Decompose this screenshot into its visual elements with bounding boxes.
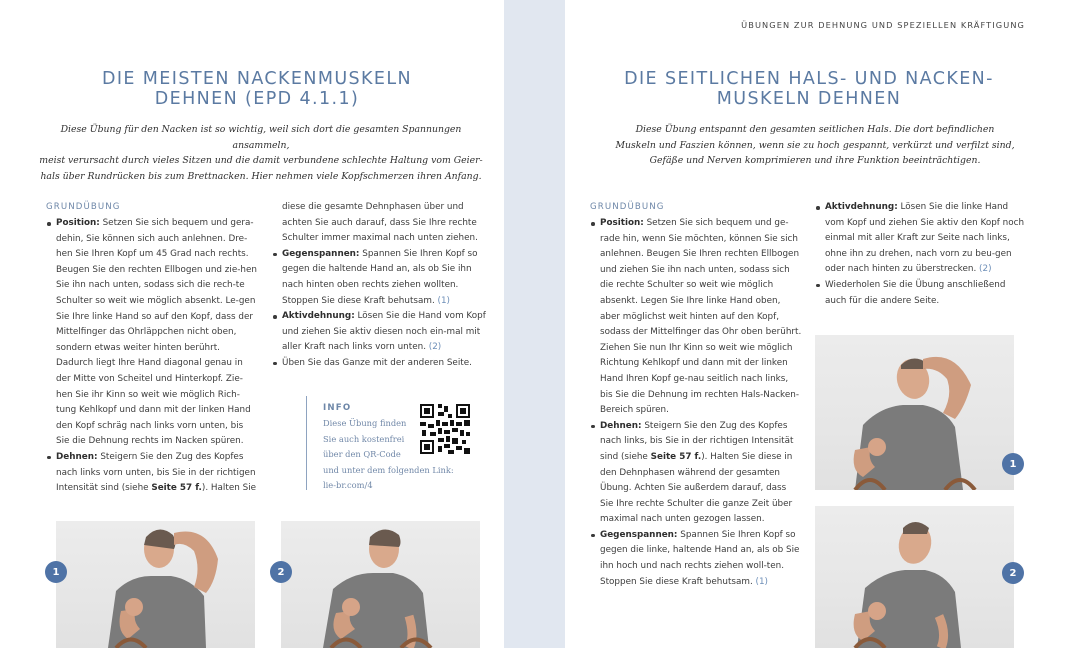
list-item-gegenspannen	[590, 528, 802, 590]
list-item-dehnen	[46, 450, 258, 497]
qr-code-icon[interactable]	[420, 404, 470, 454]
step-badge-2: 2	[270, 561, 292, 583]
instruction-list	[590, 216, 802, 590]
info-box	[306, 396, 486, 490]
right-page-title	[557, 69, 1061, 109]
list-item-repeat	[815, 278, 1027, 309]
info-link[interactable]: lie-br.com/4	[323, 480, 373, 490]
item-lead: Gegenspannen:	[600, 529, 678, 540]
page-gutter	[504, 0, 565, 648]
item-text: Wiederholen Sie die Übung anschließend auch für die andere Seite.	[825, 279, 1006, 306]
info-line: Diese Übung finden	[323, 418, 407, 428]
info-line: über den QR-Code	[323, 449, 401, 459]
running-head: ÜBUNGEN ZUR DEHNUNG UND SPEZIELLEN KRÄFTIGUNG	[741, 20, 1025, 30]
exercise-photo-2	[815, 506, 1014, 648]
list-item-gegenspannen	[272, 247, 486, 309]
title-line-2: MUSKELN DEHNEN	[716, 89, 902, 109]
item-text: ). Halten Sie diese in den Dehnphasen während der gesamten Übung. Achten Sie außerdem darauf, dass Sie Ihre rechte Schulter die ganze Zeit über maximal nach unten gezogen lassen.	[600, 451, 793, 525]
exercise-photo-1	[56, 521, 255, 648]
item-text: Steigern Sie den Zug des Kopfes nach links, bis Sie in der richtigen Intensität sind (siehe	[600, 420, 794, 462]
item-text: Lösen Sie die linke Hand vom Kopf und ziehen Sie aktiv den Kopf noch einmal mit aller Kraft zur Seite nach links, ohne ihn zu drehen, nach vorn zu beu-gen oder nach hinten zu überstrecken.	[825, 202, 1025, 275]
person-stretching-image	[281, 521, 480, 648]
title-line-2: DEHNEN (EPD 4.1.1)	[154, 89, 360, 109]
continuation-text: diese die gesamte Dehnphasen über und achten Sie auch darauf, dass Sie Ihre rechte Schulter immer maximal nach unten ziehen.	[282, 202, 478, 244]
photo-ref: (2)	[979, 264, 992, 275]
page-reference: Seite 57 f.	[151, 483, 202, 494]
item-lead: Position:	[600, 218, 644, 228]
person-stretching-image	[815, 335, 1014, 490]
title-line-1: DIE MEISTEN NACKENMUSKELN	[101, 69, 413, 89]
exercise-photo-2	[281, 521, 480, 648]
photo-ref: (1)	[755, 576, 768, 587]
right-column-2	[815, 200, 1027, 309]
item-text: Setzen Sie sich bequem und gera-dehin, Sie können sich auch anlehnen. Dre-hen Sie Ihren Kopf um 45 Grad nach rechts. Beugen Sie den rechten Ellbogen und zie-hen Sie ihn nach unten, sodass sich die rech-te Schulter so weit wie möglich absenkt. Le-gen Sie Ihre linke Hand so auf den Kopf, dass der Mittelfinger das Ohrläppchen nicht oben, sondern etwas weiter hinten berührt. Dadurch liegt Ihre Hand diagonal genau in der Mitte von Scheitel und Hinterkopf. Zie-hen Sie ihr Kinn so weit wie möglich Rich-tung Kehlkopf und dann mit der linken Hand den Kopf schräg nach links vorn unten, bis Sie die Dehnung rechts im Nacken spüren.	[56, 218, 257, 447]
left-column-1	[46, 201, 258, 497]
page-reference: Seite 57 f.	[650, 451, 702, 462]
list-item-dehnen	[590, 419, 802, 528]
item-lead: Aktivdehnung:	[282, 311, 355, 322]
item-lead: Dehnen:	[56, 451, 98, 462]
left-intro	[36, 122, 486, 184]
list-item-position	[46, 216, 258, 450]
intro-line: Diese Übung entspannt den gesamten seitlichen Hals. Die dort befindlichen	[635, 124, 995, 135]
step-badge-2: 2	[1002, 562, 1024, 584]
step-badge-1: 1	[45, 561, 67, 583]
item-text: Steigern Sie den Zug des Kopfes nach links vorn unten, bis Sie in der richtigen Intensität sind (siehe	[56, 451, 256, 494]
item-text: Setzen Sie sich bequem und ge-rade hin, wenn Sie möchten, können Sie sich anlehnen. Beugen Sie Ihren rechten Ellbogen und ziehen Sie ihn nach unten, sodass sich die rechte Schulter so weit wie möglich absenkt. Legen Sie Ihre linke Hand oben, aber möglichst weit hinten auf den Kopf, sodass der Mittelfinger das Ohr oben berührt. Ziehen Sie nun Ihr Kinn so weit wie möglich Richtung Kehlkopf und dann mit der linken Hand Ihren Kopf ge-nau seitlich nach links, bis Sie die Dehnung im rechten Hals-Nacken-Bereich spüren.	[600, 218, 802, 416]
item-text: Lösen Sie die Hand vom Kopf und ziehen Sie aktiv diesen noch ein-mal mit aller Kraft nach links vorn unten.	[282, 311, 486, 353]
intro-line: meist verursacht durch vieles Sitzen und die damit verbundene schlechte Haltung vom Geier-	[39, 155, 483, 167]
list-item-aktivdehnung	[815, 200, 1027, 278]
item-text: ). Halten Sie	[201, 483, 257, 494]
info-label: INFO	[323, 403, 352, 413]
info-line: und unter dem folgenden Link:	[323, 464, 454, 475]
list-item-position	[590, 216, 802, 419]
step-badge-1: 1	[1002, 453, 1024, 475]
title-line-1: DIE SEITLICHEN HALS- UND NACKEN-	[624, 69, 994, 89]
left-page-title	[10, 69, 504, 109]
right-column-1	[590, 201, 802, 590]
person-stretching-image	[56, 521, 255, 648]
item-text: Spannen Sie Ihren Kopf so gegen die linke, haltende Hand an, als ob Sie ihn hoch und nach rechts ziehen woll-ten. Stoppen Sie diese Kraft behutsam.	[600, 529, 800, 587]
list-item-aktivdehnung	[272, 309, 486, 356]
intro-line: hals über Rundrücken bis zum Brettnacken. Hier nehmen viele Kopfschmerzen ihren Anfang.	[40, 170, 482, 182]
item-lead: Aktivdehnung:	[825, 202, 898, 212]
photo-ref: (2)	[428, 342, 442, 353]
exercise-photo-1	[815, 335, 1014, 490]
item-text: Spannen Sie Ihren Kopf so gegen die haltende Hand an, als ob Sie ihn nach hinten oben rechts ziehen wollten. Stoppen Sie diese Kraft behutsam.	[282, 248, 478, 306]
instruction-list	[272, 247, 486, 372]
right-intro	[605, 122, 1025, 169]
right-page	[565, 0, 1069, 648]
intro-line: Diese Übung für den Nacken ist so wichtig, weil sich dort die gesamten Spannungen ansammeln,	[60, 124, 462, 151]
left-column-2	[272, 200, 486, 372]
info-line: Sie auch kostenfrei	[323, 433, 405, 444]
item-text: Üben Sie das Ganze mit der anderen Seite.	[282, 357, 472, 368]
intro-line: Muskeln und Faszien können, wenn sie zu hoch gespannt, verkürzt und verfilzt sind,	[615, 139, 1015, 151]
section-label: GRUNDÜBUNG	[590, 202, 665, 212]
intro-line: Gefäße und Nerven komprimieren und ihre Funktion beeinträchtigen.	[649, 155, 981, 167]
item-lead: Dehnen:	[600, 420, 642, 431]
item-lead: Position:	[56, 218, 100, 228]
list-item-other-side	[272, 356, 486, 372]
instruction-list	[815, 200, 1027, 309]
person-stretching-image	[815, 506, 1014, 648]
left-page	[0, 0, 504, 648]
section-label: GRUNDÜBUNG	[46, 202, 121, 212]
photo-ref: (1)	[437, 295, 450, 306]
instruction-list	[46, 216, 258, 497]
item-lead: Gegenspannen:	[282, 248, 360, 259]
